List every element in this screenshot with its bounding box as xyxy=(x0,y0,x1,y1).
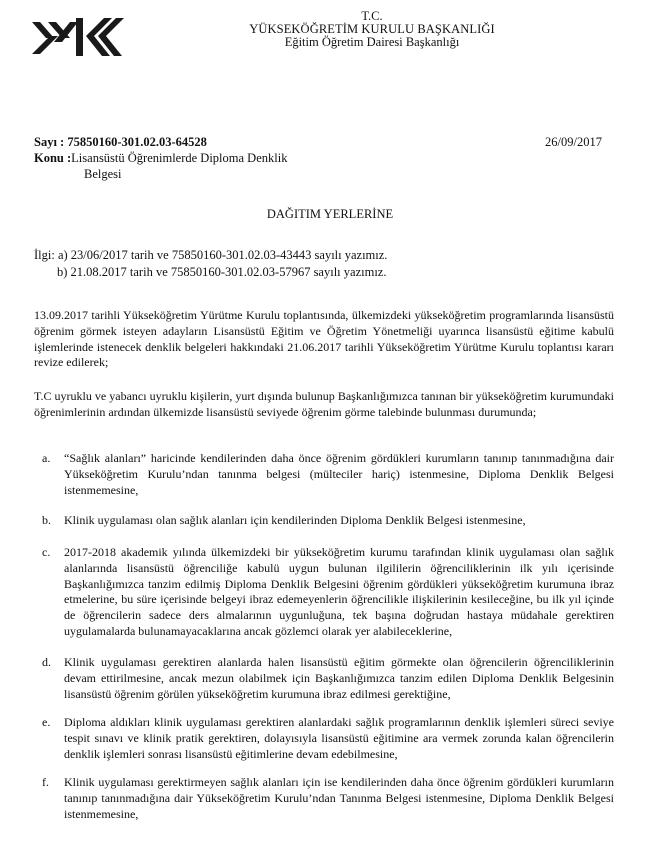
ilgi-b: b) 21.08.2017 tarih ve 75850160-301.02.03-57967 sayılı yazımız. xyxy=(57,265,387,279)
list-item-letter: d. xyxy=(42,655,51,669)
list-item-text: Klinik uygulaması gerektiren alanlarda halen lisansüstü eğitim görmekte olan öğrencilerin öğrenciliklerinin devam ettirilmesine, ancak mezun olabilmek için Başkanlığımızca tanzim edilen Diploma Denklik Belgesinin lisansüstü öğrenim görülen yükseköğretim kurumuna ibraz edilmesi gerektiğine, xyxy=(64,655,614,701)
document-meta xyxy=(34,134,624,182)
list-item xyxy=(34,655,614,702)
list-item xyxy=(34,715,614,762)
konu-value-continued: Belgesi xyxy=(84,167,122,181)
sayi-value: 75850160-301.02.03-64528 xyxy=(67,135,207,149)
distribution-title: DAĞITIM YERLERİNE xyxy=(266,207,394,221)
paragraph-scope: T.C uyruklu ve yabancı uyruklu kişilerin, yurt dışında bulunup Başkanlığımızca tanınan bir yükseköğretim kurumundaki öğrenimlerinin ardından ülkemizde lisansüstü seviyede öğrenim görme talebinde bulunması durumunda; xyxy=(34,389,614,419)
list-item-letter: c. xyxy=(42,545,51,559)
list-item-text: 2017-2018 akademik yılında ülkemizdeki bir yükseköğretim kurumu tarafından klinik uygulaması olan sağlık alanlarında lisansüstü öğrenciliğe kabulü uygun bulunan ilgililerin öğrenciliklerinin ilk yılı içerisinde Başkanlığımızca tanzim edilmiş Diploma Denklik Belgesini öğrenim gördükleri yükseköğretim kurumuna ibraz etmelerine, bu süre içerisinde belgeyi ibraz edemeyenlerin öğrencilikle ilişkilerinin kesileceğine, bu ilk yıl içinde de öğrencilerin sadece ders almalarının uygunluğuna, tek başına doğrudan hastaya müdahale gerektiren uygulamalarda bulunamayacaklarına ancak gözlemci olarak yer alabileceklerine, xyxy=(64,545,614,638)
ilgi-label: İlgi: xyxy=(34,248,55,262)
konu-label: Konu : xyxy=(34,151,72,165)
letterhead xyxy=(218,10,526,49)
konu-value: Lisansüstü Öğrenimlerde Diploma Denklik xyxy=(71,151,288,165)
ilgi-a: a) 23/06/2017 tarih ve 75850160-301.02.03-43443 sayılı yazımız. xyxy=(57,248,388,262)
list-item xyxy=(34,513,614,529)
list-item-text: Diploma aldıkları klinik uygulaması gerektiren alanlardaki sağlık programlarının denklik işlemleri süreci seviye tespit sınavı ve klinik pratik gerektiren, dolayısıyla lisansüstü eğitimine ara vermek zorunda kalan öğrencilerin denklik işlemleri sonrası lisansüstü eğitimlerine devam edebilmesine, xyxy=(64,715,614,761)
letterhead-line-tc: T.C. xyxy=(361,9,383,23)
yok-logo xyxy=(32,14,128,60)
list-item xyxy=(34,545,614,640)
document-date: 26/09/2017 xyxy=(545,135,602,149)
sayi-label: Sayı : xyxy=(34,135,65,149)
list-item-letter: e. xyxy=(42,715,51,729)
konu-row xyxy=(34,150,624,166)
letterhead-institution: YÜKSEKÖĞRETİM KURULU BAŞKANLIĞI xyxy=(249,22,495,36)
letterhead-department: Eğitim Öğretim Dairesi Başkanlığı xyxy=(284,35,460,49)
list-item-letter: f. xyxy=(42,775,49,789)
sayi-row xyxy=(34,134,624,150)
list-item-letter: b. xyxy=(42,513,51,527)
list-item xyxy=(34,775,614,822)
list-item-text: Klinik uygulaması olan sağlık alanları için kendilerinden Diploma Denklik Belgesi istenmesine, xyxy=(64,513,526,527)
list-item xyxy=(34,451,614,498)
list-item-text: “Sağlık alanları” haricinde kendilerinden daha önce öğrenim gördükleri kurumların tanınıp tanınmadığına dair Yükseköğretim Kurulu’ndan tanınma belgesi (mülteciler hariç) istenmesine, Diploma Denklik Belgesi istenmemesine, xyxy=(64,451,614,497)
paragraph-intro: 13.09.2017 tarihli Yükseköğretim Yürütme Kurulu toplantısında, ülkemizdeki yükseköğretim programlarında lisansüstü öğrenim görmek isteyen adayların Lisansüstü Eğitim ve Öğretim Yönetmeliği uyarınca lisansüstü eğitime kabulü işlemlerinde istenecek denklik belgeleri hakkındaki 21.06.2017 tarihli Yükseköğretim Yürütme Kurulu toplantısı kararı revize edilerek; xyxy=(34,308,614,370)
list-item-letter: a. xyxy=(42,451,51,465)
list-item-text: Klinik uygulaması gerektirmeyen sağlık alanları için ise kendilerinden daha önce öğrenim gördükleri kurumların tanınıp tanınmadığına dair Yükseköğretim Kurulu’ndan Tanınma Belgesi istenmesine, Diploma Denklik Belgesi istenmemesine, xyxy=(64,775,614,821)
ilgi-block xyxy=(34,247,387,281)
